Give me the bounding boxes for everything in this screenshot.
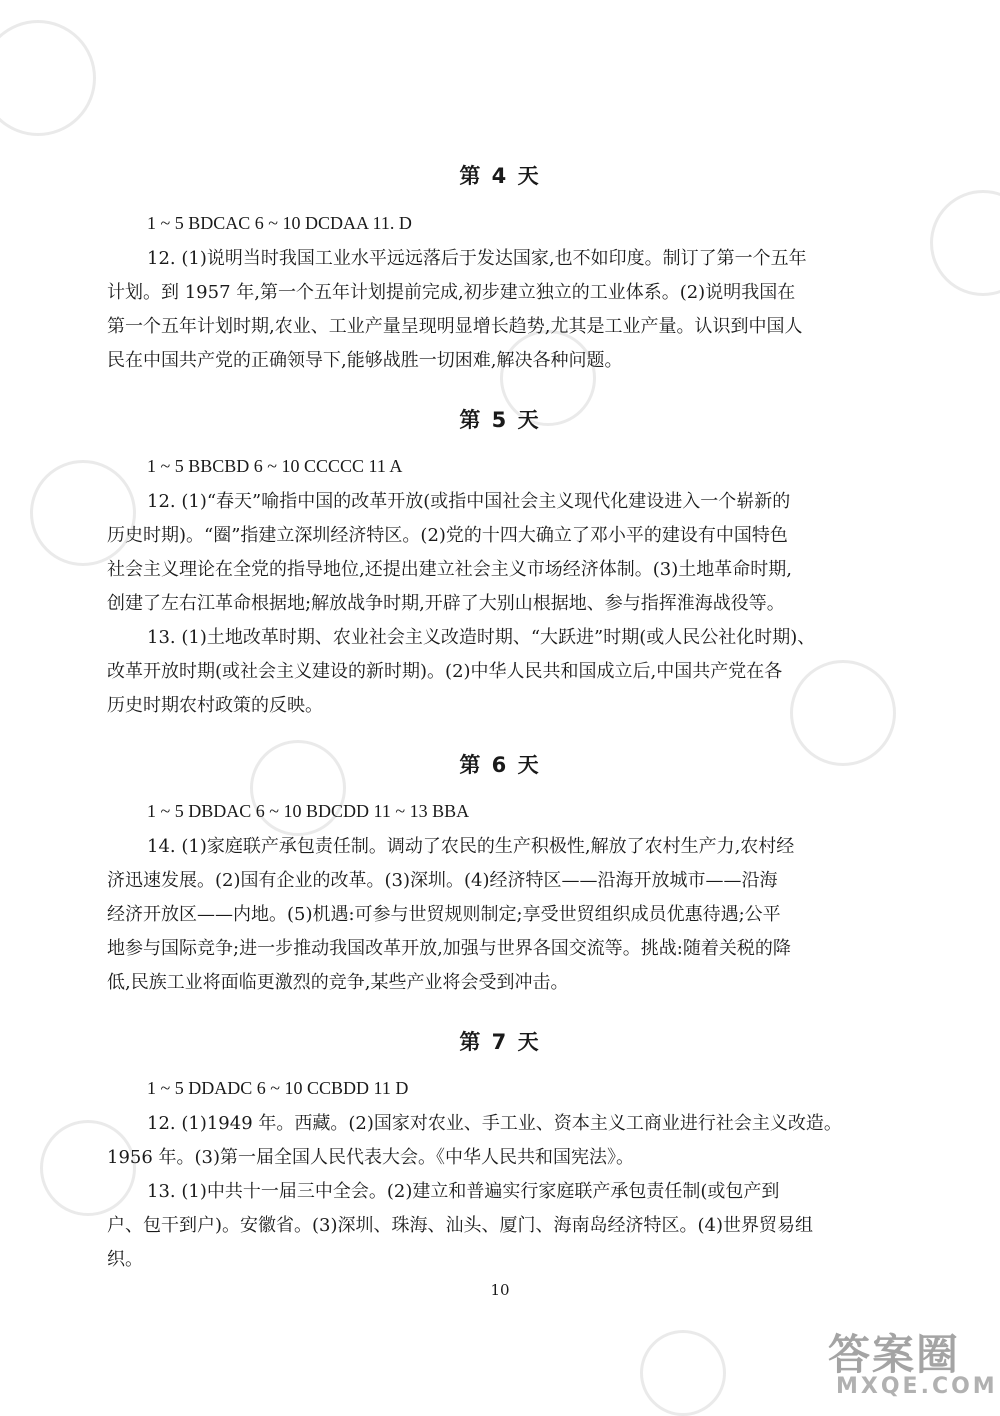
watermark-stamp — [0, 20, 96, 136]
watermark-logo-text: 答案圈 — [828, 1330, 961, 1379]
section-title-day6: 第 6 天 — [459, 753, 541, 777]
watermark-logo — [818, 1322, 998, 1407]
section-answers-day7: 1 ~ 5 DDADC 6 ~ 10 CCBDD 11 D — [147, 1078, 409, 1098]
answer-line: 户、包干到户)。安徽省。(3)深圳、珠海、汕头、厦门、海南岛经济特区。(4)世界贸易组 — [107, 1215, 814, 1236]
watermark-stamp — [640, 1330, 726, 1416]
answer-line: 12. (1)“春天”喻指中国的改革开放(或指中国社会主义现代化建设进入一个崭新的 — [147, 491, 791, 512]
answer-line: 计划。到 1957 年,第一个五年计划提前完成,初步建立独立的工业体系。(2)说明我国在 — [107, 282, 796, 303]
section-answers-day6: 1 ~ 5 DBDAC 6 ~ 10 BDCDD 11 ~ 13 BBA — [147, 801, 470, 821]
answer-line: 历史时期)。“圈”指建立深圳经济特区。(2)党的十四大确立了邓小平的建设有中国特色 — [107, 525, 788, 546]
answer-line: 14. (1)家庭联产承包责任制。调动了农民的生产积极性,解放了农村生产力,农村经 — [147, 836, 795, 857]
answer-line: 地参与国际竞争;进一步推动我国改革开放,加强与世界各国交流等。挑战:随着关税的降 — [107, 938, 791, 959]
answer-line: 经济开放区——内地。(5)机遇:可参与世贸规则制定;享受世贸组织成员优惠待遇;公平 — [107, 904, 781, 925]
answer-line: 织。 — [107, 1249, 143, 1270]
section-answers-day4: 1 ~ 5 BDCAC 6 ~ 10 DCDAA 11. D — [147, 213, 412, 233]
answer-line: 创建了左右江革命根据地;解放战争时期,开辟了大别山根据地、参与指挥淮海战役等。 — [107, 593, 785, 614]
answer-line: 第一个五年计划时期,农业、工业产量呈现明显增长趋势,尤其是工业产量。认识到中国人 — [107, 316, 803, 337]
section-title-day5: 第 5 天 — [459, 408, 541, 432]
watermark-stamp — [930, 190, 1000, 296]
answer-line: 12. (1)1949 年。西藏。(2)国家对农业、手工业、资本主义工商业进行社会主义改造。 — [147, 1113, 842, 1134]
answer-line: 改革开放时期(或社会主义建设的新时期)。(2)中华人民共和国成立后,中国共产党在各 — [107, 661, 783, 682]
page-number: 10 — [490, 1281, 510, 1299]
answer-line: 13. (1)土地改革时期、农业社会主义改造时期、“大跃进”时期(或人民公社化时期)、 — [147, 627, 816, 648]
section-title-day7: 第 7 天 — [459, 1030, 541, 1054]
answer-line: 12. (1)说明当时我国工业水平远远落后于发达国家,也不如印度。制订了第一个五年 — [147, 248, 807, 269]
answer-line: 历史时期农村政策的反映。 — [107, 695, 323, 716]
section-title-day4: 第 4 天 — [459, 164, 541, 188]
answer-line: 社会主义理论在全党的指导地位,还提出建立社会主义市场经济体制。(3)土地革命时期, — [107, 559, 792, 580]
answer-line: 济迅速发展。(2)国有企业的改革。(3)深圳。(4)经济特区——沿海开放城市——沿海 — [107, 870, 778, 891]
section-answers-day5: 1 ~ 5 BBCBD 6 ~ 10 CCCCC 11 A — [147, 456, 403, 476]
answer-line: 13. (1)中共十一届三中全会。(2)建立和普遍实行家庭联产承包责任制(或包产到 — [147, 1181, 780, 1202]
answer-line: 1956 年。(3)第一届全国人民代表大会。《中华人民共和国宪法》。 — [107, 1147, 635, 1168]
watermark-logo-url: MXQE.COM — [836, 1374, 998, 1399]
answer-line: 低,民族工业将面临更激烈的竞争,某些产业将会受到冲击。 — [107, 972, 569, 993]
answer-line: 民在中国共产党的正确领导下,能够战胜一切困难,解决各种问题。 — [107, 350, 623, 371]
